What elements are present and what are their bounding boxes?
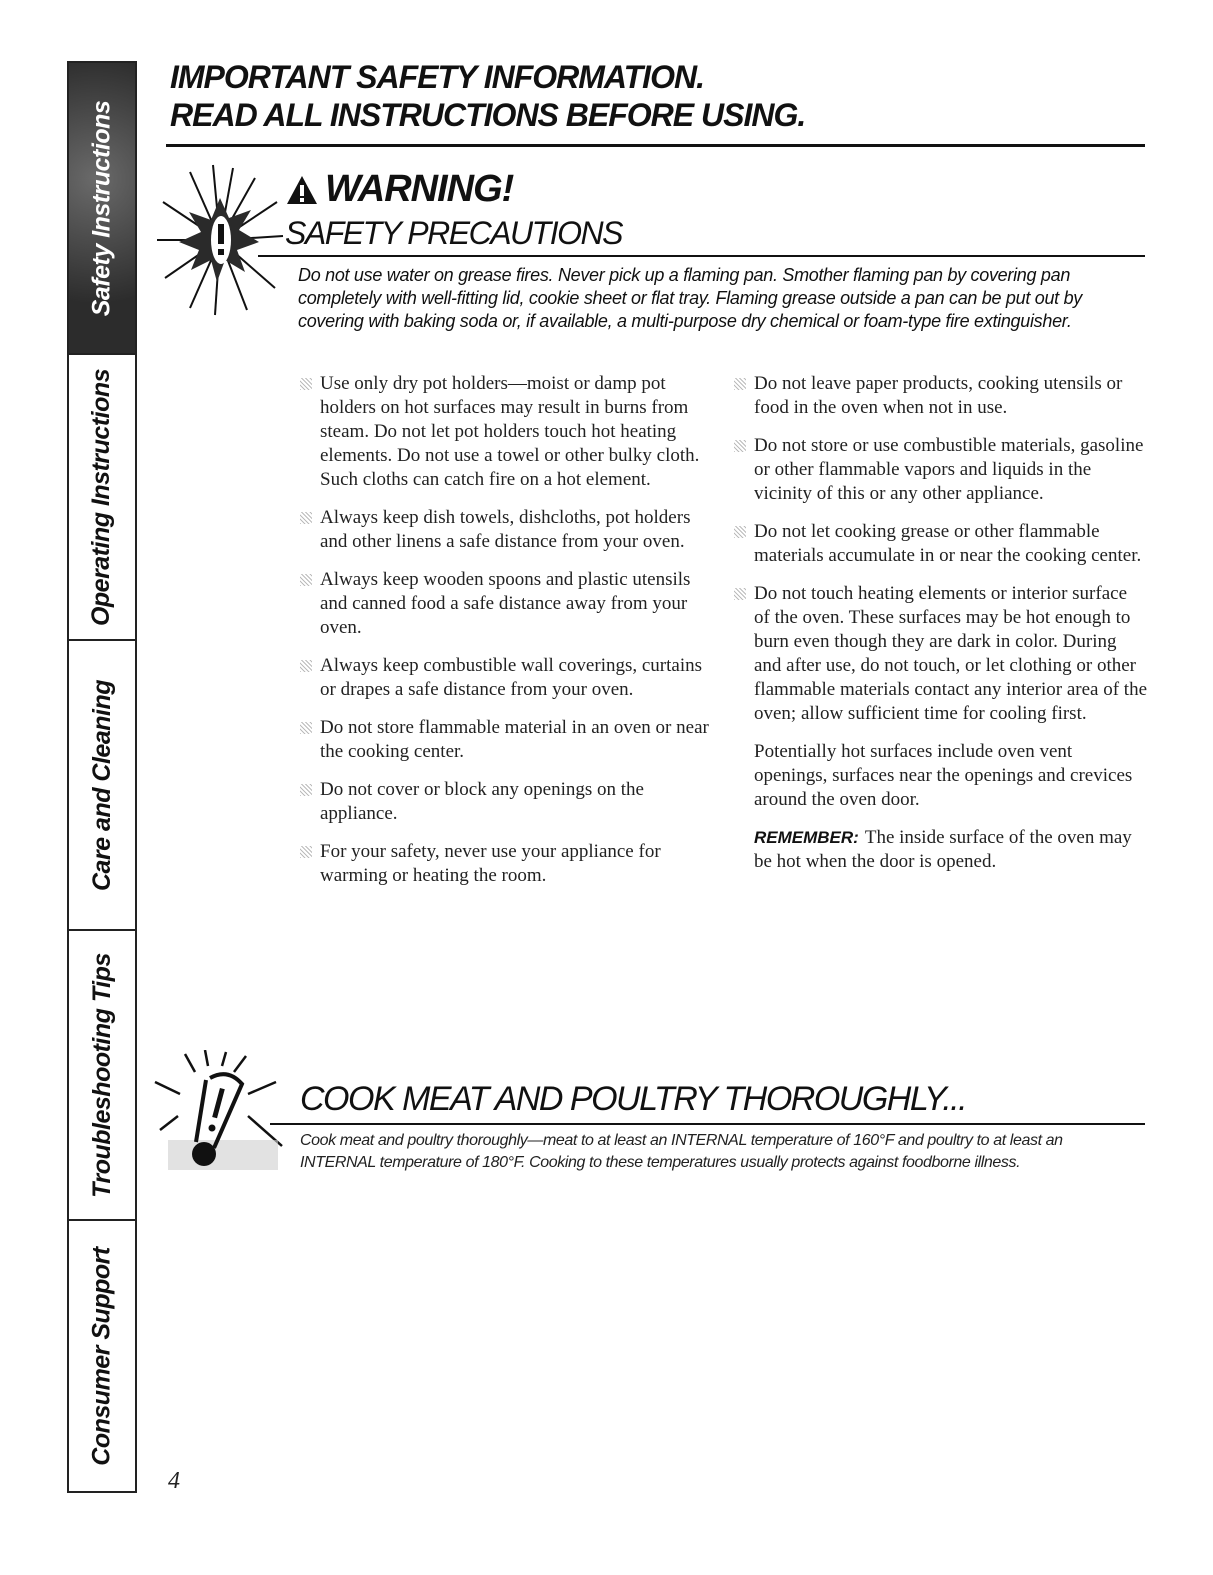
tab-care-and-cleaning[interactable] [69,641,135,931]
bullet-text: Always keep dish towels, dishcloths, pot holders and other linens a safe distance from your oven. [320,507,691,552]
bullet-icon [300,660,312,672]
list-item [298,778,718,826]
tab-label: Troubleshooting Tips [87,952,116,1198]
starburst-exclamation-icon [155,160,285,320]
bullet-icon [734,526,746,538]
bullet-text: Do not cover or block any openings on the appliance. [320,779,644,824]
remember-text: The inside surface of the oven may be hot when the door is opened. [754,827,1132,872]
safety-precautions-heading: SAFETY PRECAUTIONS [285,215,622,251]
cook-meat-heading: COOK MEAT AND POULTRY THOROUGHLY... [300,1080,967,1118]
section-divider [258,255,1145,257]
bullet-text: Always keep combustible wall coverings, curtains or drapes a safe distance from your oven. [320,655,703,700]
section-tabs [67,61,137,1493]
hot-surfaces-paragraph: Potentially hot surfaces include oven vent openings, surfaces near the openings and crevices around the oven door. [754,741,1133,810]
tab-consumer-support[interactable] [69,1221,135,1491]
bullet-text: Do not leave paper products, cooking utensils or food in the oven when not in use. [754,373,1123,418]
right-column [732,372,1147,888]
bullet-text: For your safety, never use your appliance for warming or heating the room. [320,841,661,886]
bullet-text: Use only dry pot holders—moist or damp pot holders on hot surfaces may result in burns from steam. Do not let pot holders touch hot heating elements. Do not use a towel or other bulky cloth. Such cloths can catch fire on a hot element. [320,373,700,490]
bullet-text: Do not touch heating elements or interior surface of the oven. These surfaces may be hot enough to burn even though they are dark in color. During and after use, do not touch, or let clothing or other flammable materials contact any interior area of the oven; allow sufficient time for cooling first. [754,583,1148,724]
list-item [298,506,718,554]
bullet-text: Do not store flammable material in an oven or near the cooking center. [320,717,709,762]
cook-meat-text: Cook meat and poultry thoroughly—meat to at least an INTERNAL temperature of 160°F and poultry to at least an INTERNAL temperature of 180°F. Cooking to these temperatures usually protects against foodborne illness. [300,1132,1063,1171]
list-item [298,568,718,640]
thermometer-exclamation-icon [150,1050,285,1180]
warning-triangle-icon [285,174,319,206]
warning-title-text: WARNING! [325,168,514,210]
list-item [298,840,718,888]
bullet-icon [300,574,312,586]
list-item [298,716,718,764]
bullet-icon [300,846,312,858]
bullet-text: Do not store or use combustible materials, gasoline or other flammable vapors and liquids in the vicinity of this or any other appliance. [754,435,1144,504]
page-number: 4 [168,1468,180,1494]
remember-paragraph [754,826,1147,874]
header-line-2: READ ALL INSTRUCTIONS BEFORE USING. [170,97,806,133]
warning-title [285,168,513,211]
bullet-icon [734,440,746,452]
bullet-icon [734,378,746,390]
header-divider [166,144,1145,147]
tab-label: Safety Instructions [87,100,116,316]
bullet-text: Always keep wooden spoons and plastic utensils and canned food a safe distance away from your oven. [320,569,691,638]
list-item [732,372,1147,420]
tab-label: Care and Cleaning [87,679,116,891]
page-header [170,58,1145,134]
list-item [298,654,718,702]
list-item [732,582,1147,726]
bullet-icon [300,512,312,524]
bullet-icon [300,722,312,734]
list-item [732,520,1147,568]
tab-operating-instructions[interactable] [69,355,135,641]
warning-text: Do not use water on grease fires. Never pick up a flaming pan. Smother flaming pan by covering pan completely with well-fitting lid, cookie sheet or flat tray. Flaming grease outside a pan can be put out by covering with baking soda or, if available, a multi-purpose dry chemical or foam-type fire extinguisher. [298,265,1082,331]
tab-label: Operating Instructions [87,368,116,626]
header-line-1: IMPORTANT SAFETY INFORMATION. [170,59,704,95]
bullet-icon [734,588,746,600]
bullet-icon [300,784,312,796]
tab-label: Consumer Support [87,1246,116,1466]
cook-divider [270,1123,1145,1125]
tab-safety-instructions[interactable] [69,63,135,355]
remember-label: REMEMBER: [754,828,859,847]
left-column [298,372,718,902]
bullet-icon [300,378,312,390]
list-item [732,434,1147,506]
bullet-text: Do not let cooking grease or other flammable materials accumulate in or near the cooking center. [754,521,1142,566]
list-item [298,372,718,492]
tab-troubleshooting-tips[interactable] [69,931,135,1221]
